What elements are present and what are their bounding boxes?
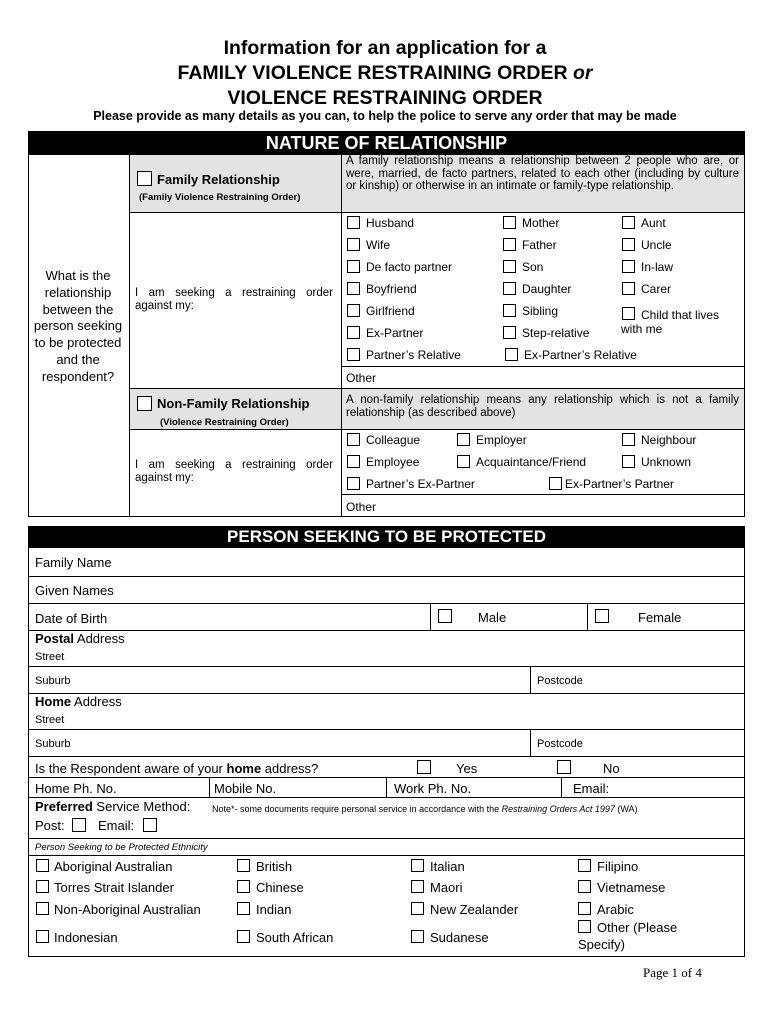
post-label: Post:	[35, 818, 65, 833]
family-relationship-checkbox[interactable]	[137, 171, 152, 186]
nonfamily-other-label: Other	[346, 500, 377, 514]
checkbox-non-aboriginal[interactable]	[36, 902, 49, 915]
option-father: Father	[522, 238, 557, 252]
ethnicity-new-zealander: New Zealander	[430, 902, 519, 917]
checkbox-other-ethnicity[interactable]	[578, 920, 591, 933]
email-service-label: Email:	[98, 818, 135, 833]
checkbox-aware-yes[interactable]	[417, 760, 431, 774]
form-title-line3: VIOLENCE RESTRAINING ORDER	[227, 87, 543, 109]
option-neighbour: Neighbour	[641, 433, 697, 447]
option-girlfriend: Girlfriend	[366, 304, 415, 318]
checkbox-arabic[interactable]	[578, 902, 591, 915]
ethnicity-british: British	[256, 859, 293, 874]
home-suburb-label: Suburb	[35, 738, 71, 750]
checkbox-boyfriend[interactable]	[347, 282, 360, 295]
checkbox-maori[interactable]	[411, 880, 424, 893]
ethnicity-indonesian: Indonesian	[54, 930, 118, 945]
ethnicity-label: Person Seeking to be Protected Ethnicity	[35, 842, 208, 853]
home-address-label: Home Address	[35, 694, 122, 709]
option-daughter: Daughter	[522, 282, 572, 296]
checkbox-partners-relative[interactable]	[347, 348, 360, 361]
section-heading-person: PERSON SEEKING TO BE PROTECTED	[28, 526, 745, 548]
preferred-service-label: Preferred Service Method:	[35, 799, 191, 814]
nonfamily-definition: A non-family relationship means any relationship which is not a family relationship (as described above)	[346, 394, 739, 419]
checkbox-colleague[interactable]	[347, 433, 360, 446]
checkbox-aware-no[interactable]	[557, 760, 571, 774]
given-names-label: Given Names	[35, 583, 114, 598]
checkbox-ex-partners-relative[interactable]	[505, 348, 518, 361]
option-step-relative: Step-relative	[522, 326, 590, 340]
checkbox-aunt[interactable]	[622, 216, 635, 229]
checkbox-partners-ex-partner[interactable]	[347, 477, 360, 490]
form-title-line1: Information for an application for a	[223, 37, 547, 59]
option-unknown: Unknown	[641, 455, 692, 469]
checkbox-mother[interactable]	[503, 216, 516, 229]
option-partners-ex-partner: Partner’s Ex-Partner	[366, 477, 475, 491]
nonfamily-relationship-checkbox[interactable]	[137, 396, 152, 411]
checkbox-son[interactable]	[503, 260, 516, 273]
ethnicity-vietnamese: Vietnamese	[597, 880, 666, 895]
home-phone-label: Home Ph. No.	[35, 781, 117, 796]
option-in-law: In-law	[641, 260, 674, 274]
checkbox-neighbour[interactable]	[622, 433, 635, 446]
form-instruction: Please provide as many details as you can, to help the police to serve any order that may be made	[93, 109, 677, 123]
checkbox-wife[interactable]	[347, 238, 360, 251]
ethnicity-other-line1: Other (Please	[597, 920, 678, 935]
ethnicity-filipino: Filipino	[597, 859, 639, 874]
home-postcode-label: Postcode	[537, 738, 583, 750]
checkbox-daughter[interactable]	[503, 282, 516, 295]
checkbox-filipino[interactable]	[578, 859, 591, 872]
checkbox-indonesian[interactable]	[36, 930, 49, 943]
option-wife: Wife	[366, 238, 390, 252]
postal-postcode-label: Postcode	[537, 675, 583, 687]
checkbox-south-african[interactable]	[237, 930, 250, 943]
checkbox-indian[interactable]	[237, 902, 250, 915]
option-employer: Employer	[476, 433, 527, 447]
postal-address-label: Postal Address	[35, 631, 125, 646]
option-aunt: Aunt	[641, 216, 666, 230]
checkbox-girlfriend[interactable]	[347, 304, 360, 317]
ethnicity-sudanese: Sudanese	[430, 930, 489, 945]
checkbox-employer[interactable]	[457, 433, 470, 446]
email-label: Email:	[573, 781, 610, 796]
checkbox-male[interactable]	[438, 609, 452, 623]
option-de-facto: De facto partner	[366, 260, 453, 274]
option-employee: Employee	[366, 455, 420, 469]
checkbox-ex-partners-partner[interactable]	[549, 477, 562, 490]
option-acquaintance: Acquaintance/Friend	[476, 455, 587, 469]
nonfamily-relationship-sub: (Violence Restraining Order)	[160, 417, 289, 428]
option-child-lives-line2: with me	[621, 322, 663, 336]
family-other-label: Other	[346, 371, 377, 385]
aware-no-label: No	[603, 761, 620, 776]
family-name-label: Family Name	[35, 555, 112, 570]
relationship-question: What is the relationship between the person seeking to be protected and the respondent?	[33, 268, 123, 384]
form-title-line2: FAMILY VIOLENCE RESTRAINING ORDER or	[177, 62, 593, 84]
ethnicity-non-aboriginal: Non-Aboriginal Australian	[54, 902, 201, 917]
page-number: Page 1 of 4	[643, 965, 702, 980]
checkbox-sibling[interactable]	[503, 304, 516, 317]
postal-street-label: Street	[35, 651, 65, 663]
ethnicity-arabic: Arabic	[597, 902, 634, 917]
family-definition: A family relationship means a relationship between 2 people who are, or were, married, de facto partners, related to each other (including by culture or kinship) or otherwise in an intimate or family-type relationship.	[346, 155, 739, 193]
ethnicity-maori: Maori	[430, 880, 463, 895]
checkbox-employee[interactable]	[347, 455, 360, 468]
option-sibling: Sibling	[522, 304, 559, 318]
option-uncle: Uncle	[641, 238, 672, 252]
checkbox-aboriginal[interactable]	[36, 859, 49, 872]
family-relationship-label: Family Relationship	[157, 172, 280, 187]
checkbox-email[interactable]	[143, 818, 157, 832]
checkbox-chinese[interactable]	[237, 880, 250, 893]
checkbox-female[interactable]	[595, 609, 609, 623]
ethnicity-chinese: Chinese	[256, 880, 304, 895]
checkbox-unknown[interactable]	[622, 455, 635, 468]
checkbox-post[interactable]	[72, 818, 86, 832]
option-partners-relative: Partner’s Relative	[366, 348, 461, 362]
option-husband: Husband	[366, 216, 415, 230]
option-boyfriend: Boyfriend	[366, 282, 417, 296]
ethnicity-italian: Italian	[430, 859, 465, 874]
checkbox-step-relative[interactable]	[503, 326, 516, 339]
checkbox-child-lives-with-me[interactable]	[622, 307, 635, 320]
male-label: Male	[478, 610, 507, 625]
option-carer: Carer	[641, 282, 672, 296]
ethnicity-aboriginal: Aboriginal Australian	[54, 859, 173, 874]
checkbox-husband[interactable]	[347, 216, 360, 229]
female-label: Female	[638, 610, 682, 625]
option-colleague: Colleague	[366, 433, 421, 447]
checkbox-vietnamese[interactable]	[578, 880, 591, 893]
checkbox-de-facto[interactable]	[347, 260, 360, 273]
family-seeking-text: I am seeking a restraining order against my:	[135, 287, 333, 312]
checkbox-ex-partner[interactable]	[347, 326, 360, 339]
checkbox-in-law[interactable]	[622, 260, 635, 273]
nonfamily-relationship-label: Non-Family Relationship	[157, 396, 310, 411]
nonfamily-seeking-text: I am seeking a restraining order against my:	[135, 459, 333, 484]
option-ex-partners-relative: Ex-Partner’s Relative	[524, 348, 637, 362]
option-son: Son	[522, 260, 544, 274]
section-heading-relationship: NATURE OF RELATIONSHIP	[28, 131, 745, 155]
service-note: Note*- some documents require personal service in accordance with the Restraining Orders Act 1997 (WA)	[212, 804, 638, 814]
option-ex-partners-partner: Ex-Partner’s Partner	[565, 477, 674, 491]
checkbox-new-zealander[interactable]	[411, 902, 424, 915]
ethnicity-south-african: South African	[256, 930, 334, 945]
home-street-label: Street	[35, 714, 65, 726]
dob-label: Date of Birth	[35, 611, 108, 626]
ethnicity-other-line2: Specify)	[578, 937, 625, 952]
family-relationship-sub: (Family Violence Restraining Order)	[139, 192, 301, 203]
mobile-label: Mobile No.	[214, 781, 277, 796]
option-ex-partner: Ex-Partner	[366, 326, 424, 340]
checkbox-father[interactable]	[503, 238, 516, 251]
postal-suburb-label: Suburb	[35, 675, 71, 687]
ethnicity-torres-strait: Torres Strait Islander	[54, 880, 174, 895]
checkbox-torres-strait[interactable]	[36, 880, 49, 893]
checkbox-uncle[interactable]	[622, 238, 635, 251]
option-mother: Mother	[522, 216, 560, 230]
checkbox-acquaintance[interactable]	[457, 455, 470, 468]
checkbox-british[interactable]	[237, 859, 250, 872]
checkbox-italian[interactable]	[411, 859, 424, 872]
respondent-aware-question: Is the Respondent aware of your home address?	[35, 761, 319, 776]
ethnicity-indian: Indian	[256, 902, 292, 917]
checkbox-sudanese[interactable]	[411, 930, 424, 943]
aware-yes-label: Yes	[456, 761, 478, 776]
checkbox-carer[interactable]	[622, 282, 635, 295]
option-child-lives-line1: Child that lives	[641, 308, 720, 322]
work-phone-label: Work Ph. No.	[394, 781, 472, 796]
